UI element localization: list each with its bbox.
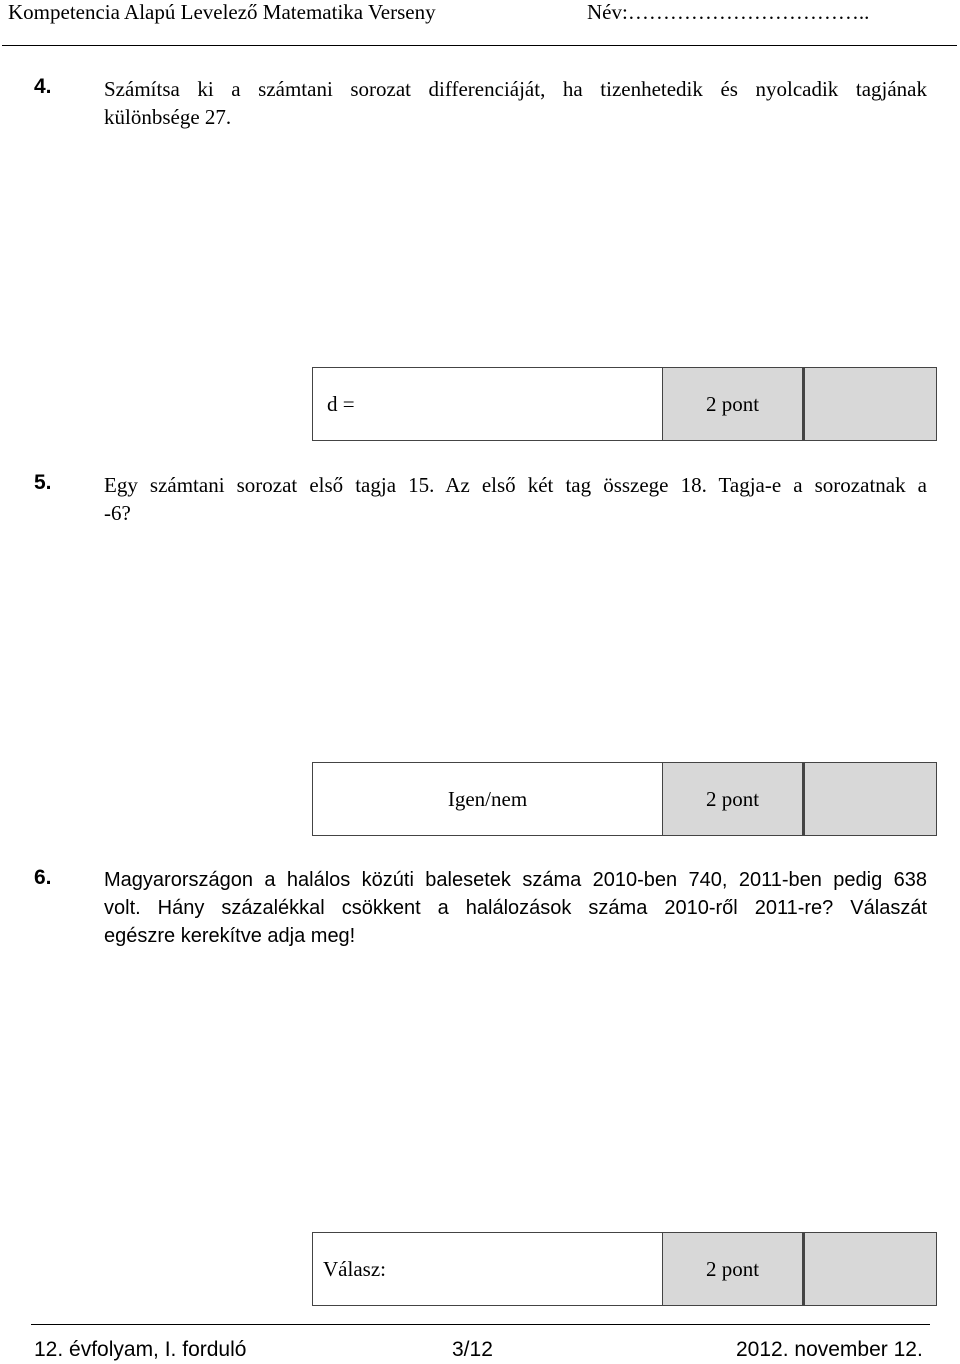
question-6-line-1: Magyarországon a halálos közúti balesetek száma 2010-ben 740, 2011-ben pedig 638 — [104, 869, 927, 891]
question-6-line-2: volt. Hány százalékkal csökkent a halálozások száma 2010-ről 2011-re? Válaszát — [104, 897, 927, 919]
question-5-answer-box — [312, 762, 937, 836]
competition-title: Kompetencia Alapú Levelező Matematika Verseny — [8, 0, 436, 24]
question-4-points — [662, 368, 802, 440]
question-4-line-2: különbsége 27. — [104, 105, 232, 129]
question-4-text — [104, 75, 927, 131]
question-6-answer-field[interactable] — [313, 1233, 662, 1305]
page-header — [0, 0, 960, 46]
question-5-answer-field[interactable] — [313, 763, 662, 835]
question-4-answer-field[interactable] — [313, 368, 662, 440]
header-divider — [2, 45, 957, 46]
question-6-answer-label: Válasz: — [323, 1256, 386, 1281]
question-5-line-1: Egy számtani sorozat első tagja 15. Az első két tag összege 18. Tagja-e a sorozatnak a — [104, 473, 927, 497]
footer-grade: 12. évfolyam, I. forduló — [34, 1338, 247, 1361]
question-5-points — [662, 763, 802, 835]
question-5-answer-label: Igen/nem — [447, 786, 528, 811]
question-6-answer-box — [312, 1232, 937, 1306]
question-4-answer-label: d = — [327, 391, 355, 416]
question-5-line-2: -6? — [104, 501, 131, 525]
question-6-score-cell — [802, 1233, 936, 1305]
footer-date: 2012. november 12. — [736, 1338, 923, 1361]
footer-page-number: 3/12 — [452, 1338, 493, 1361]
question-4-answer-box — [312, 367, 937, 441]
question-5-text — [104, 471, 927, 527]
question-5-score-cell — [802, 763, 936, 835]
question-6-text — [104, 866, 927, 950]
footer-divider — [31, 1324, 930, 1325]
question-6-line-3: egészre kerekítve adja meg! — [104, 925, 356, 947]
question-6-points-label: 2 pont — [705, 1256, 760, 1281]
question-4-line-1: Számítsa ki a számtani sorozat differenciáját, ha tizenhetedik és nyolcadik tagjának — [104, 77, 927, 101]
question-4-number: 4. — [34, 75, 52, 98]
question-4-points-label: 2 pont — [705, 391, 760, 416]
question-5-points-label: 2 pont — [705, 786, 760, 811]
name-field-label: Név:…………………………….. — [587, 0, 870, 24]
question-5-number: 5. — [34, 471, 52, 494]
question-4-score-cell — [802, 368, 936, 440]
question-6-points — [662, 1233, 802, 1305]
question-6-number: 6. — [34, 866, 52, 889]
